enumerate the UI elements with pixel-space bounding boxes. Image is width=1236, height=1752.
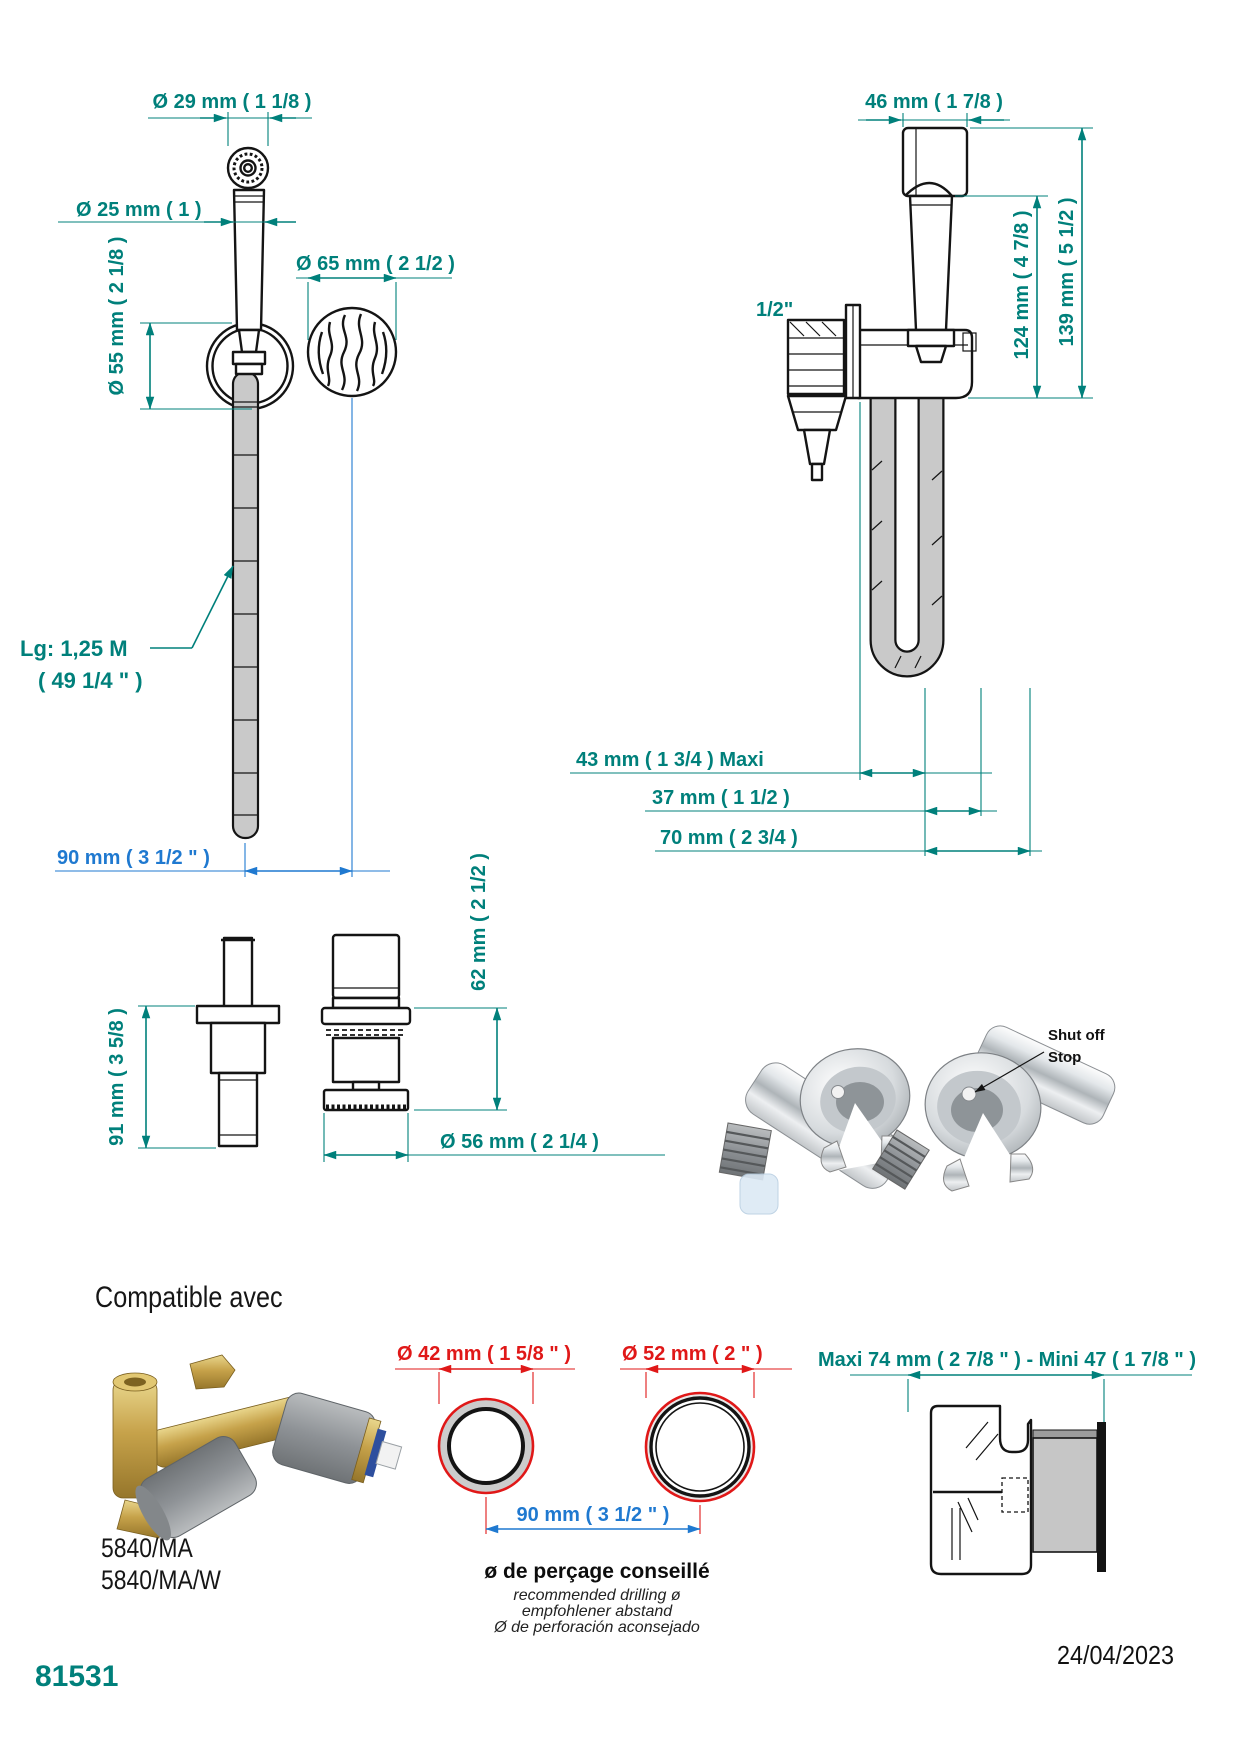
spray-face-detail xyxy=(308,308,396,396)
mounting-plate xyxy=(1097,1422,1106,1572)
dim-bracket-diameter-label: Ø 55 mm ( 2 1/8 ) xyxy=(106,236,128,396)
drilling-caption-en: recommended drilling ø xyxy=(513,1587,681,1604)
dim-drill-large-label: Ø 52 mm ( 2 " ) xyxy=(622,1343,763,1365)
dim-width-label: 46 mm ( 1 7/8 ) xyxy=(865,91,1003,113)
wall-bracket-image-2 xyxy=(873,1021,1120,1191)
dim-depth-total-label: 70 mm ( 2 3/4 ) xyxy=(660,827,798,849)
dim-holder-height-label: 124 mm ( 4 7/8 ) xyxy=(1011,210,1033,360)
wall-section xyxy=(1033,1438,1097,1552)
dim-face-diameter-label: Ø 65 mm ( 2 1/2 ) xyxy=(296,253,455,275)
dim-plate-diameter-label: Ø 56 mm ( 2 1/4 ) xyxy=(440,1131,599,1153)
dim-trim-height-label: 62 mm ( 2 1/2 ) xyxy=(468,853,490,991)
dim-total-height-label: 139 mm ( 5 1/2 ) xyxy=(1056,197,1078,347)
dim-body-diameter-label: Ø 25 mm ( 1 ) xyxy=(76,199,202,221)
dim-drill-small-label: Ø 42 mm ( 1 5/8 " ) xyxy=(397,1343,571,1365)
dim-valve-height-label: 91 mm ( 3 5/8 ) xyxy=(106,1008,128,1146)
dim-offset-label: 90 mm ( 3 1/2 " ) xyxy=(57,847,210,869)
front-view-drawing xyxy=(20,91,455,877)
shutoff-label-1: Shut off xyxy=(1048,1027,1105,1044)
document-date: 24/04/2023 xyxy=(1057,1641,1175,1671)
hose-length-label-2: ( 49 1/4 " ) xyxy=(38,668,143,693)
rough-valve-drawings xyxy=(106,853,665,1162)
drilling-caption-de: empfohlener abstand xyxy=(521,1603,673,1620)
drilling-diagram xyxy=(395,1343,792,1636)
model-number-2: 5840/MA/W xyxy=(101,1565,221,1596)
inlet-size-label: 1/2" xyxy=(756,299,794,321)
front-hose xyxy=(233,372,258,838)
dim-head-diameter-label: Ø 29 mm ( 1 1/8 ) xyxy=(152,91,312,113)
model-number-1: 5840/MA xyxy=(101,1533,193,1564)
dim-depth-hose-label: 37 mm ( 1 1/2 ) xyxy=(652,787,790,809)
compatibility-section xyxy=(95,1280,408,1596)
product-code: 81531 xyxy=(35,1660,119,1693)
drilling-caption-es: Ø de perforación aconsejado xyxy=(494,1619,700,1636)
dim-depth-maxi-label: 43 mm ( 1 3/4 ) Maxi xyxy=(576,749,764,771)
compatibility-title: Compatible avec xyxy=(95,1279,283,1314)
wall-bracket-image-1 xyxy=(719,1039,919,1214)
dim-drill-spacing-label: 90 mm ( 3 1/2 " ) xyxy=(516,1504,670,1526)
shutoff-label-2: Stop xyxy=(1048,1049,1082,1066)
side-view-drawing xyxy=(570,91,1093,856)
hose-length-label-1: Lg: 1,25 M xyxy=(20,636,128,661)
compatible-valve-image xyxy=(113,1355,408,1547)
installation-section-drawing xyxy=(818,1349,1196,1574)
dim-depth-range-label: Maxi 74 mm ( 2 7/8 " ) - Mini 47 ( 1 7/8 " ) xyxy=(818,1349,1196,1371)
drilling-caption-fr: ø de perçage conseillé xyxy=(484,1560,710,1583)
